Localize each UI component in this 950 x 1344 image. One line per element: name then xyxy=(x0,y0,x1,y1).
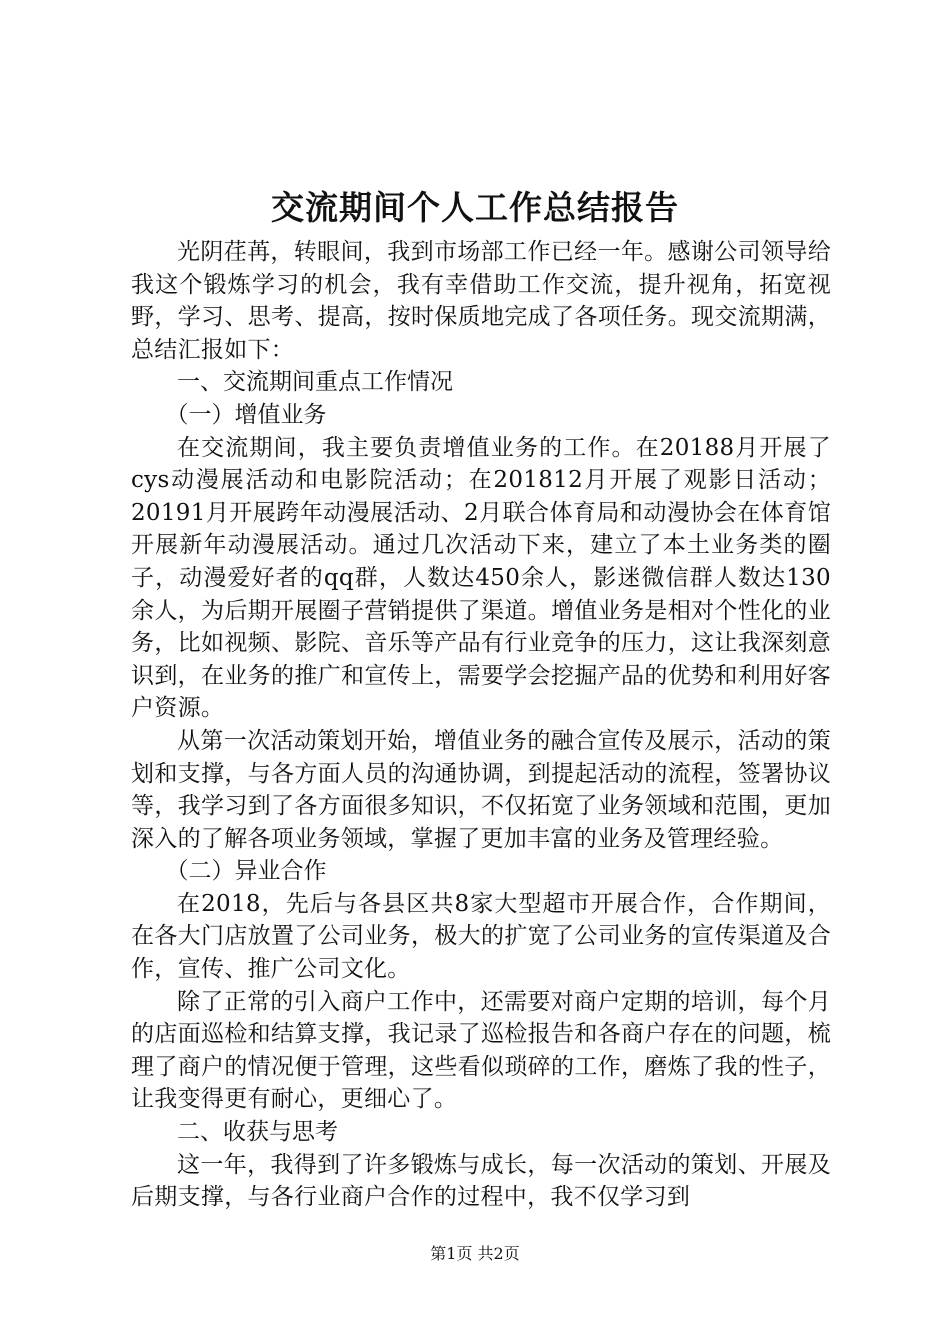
intro-paragraph: 光阴荏苒，转眼间，我到市场部工作已经一年。感谢公司领导给我这个锻炼学习的机会，我有幸借助工作交流，提升视角，拓宽视野，学习、思考、提高，按时保质地完成了各项任务。现交流期满，总结汇报如下： xyxy=(131,239,831,363)
subsection-heading-2: （二）异业合作 xyxy=(165,858,327,885)
document-title: 交流期间个人工作总结报告 xyxy=(271,188,679,227)
section-2-paragraph-1: 这一年，我得到了许多锻炼与成长，每一次活动的策划、开展及后期支撑，与各行业商户合作的过程中，我不仅学习到 xyxy=(131,1151,831,1211)
section-heading-2: 二、收获与思考 xyxy=(177,1119,338,1146)
subsection-heading-1: （一）增值业务 xyxy=(165,401,327,428)
section-heading-1: 一、交流期间重点工作情况 xyxy=(177,369,453,396)
subsection-1-paragraph-1: 在交流期间，我主要负责增值业务的工作。在20188月开展了cys动漫展活动和电影院活动；在201812月开展了观影日活动；20191月开展跨年动漫展活动、2月联合体育局和动漫协会在体育馆开展新年动漫展活动。通过几次活动下来，建立了本土业务类的圈子，动漫爱好者的qq群，人数达450余人，影迷微信群人数达130余人，为后期开展圈子营销提供了渠道。增值业务是相对个性化的业务，比如视频、影院、音乐等产品有行业竞争的压力，这让我深刻意识到，在业务的推广和宣传上，需要学会挖掘产品的优势和利用好客户资源。 xyxy=(131,434,831,722)
document-body xyxy=(131,236,831,1214)
subsection-1-paragraph-2: 从第一次活动策划开始，增值业务的融合宣传及展示，活动的策划和支撑，与各方面人员的沟通协调，到提起活动的流程，签署协议等，我学习到了各方面很多知识，不仅拓宽了业务领域和范围，更加深入的了解各项业务领域，掌握了更加丰富的业务及管理经验。 xyxy=(131,727,831,852)
subsection-2-paragraph-1: 在2018，先后与各县区共8家大型超市开展合作，合作期间，在各大门店放置了公司业务，极大的扩宽了公司业务的宣传渠道及合作，宣传、推广公司文化。 xyxy=(131,890,831,983)
page-footer: 第1页 共2页 xyxy=(430,1244,520,1263)
subsection-2-paragraph-2: 除了正常的引入商户工作中，还需要对商户定期的培训，每个月的店面巡检和结算支撑，我记录了巡检报告和各商户存在的问题，梳理了商户的情况便于管理，这些看似琐碎的工作，磨炼了我的性子，让我变得更有耐心，更细心了。 xyxy=(131,988,831,1113)
